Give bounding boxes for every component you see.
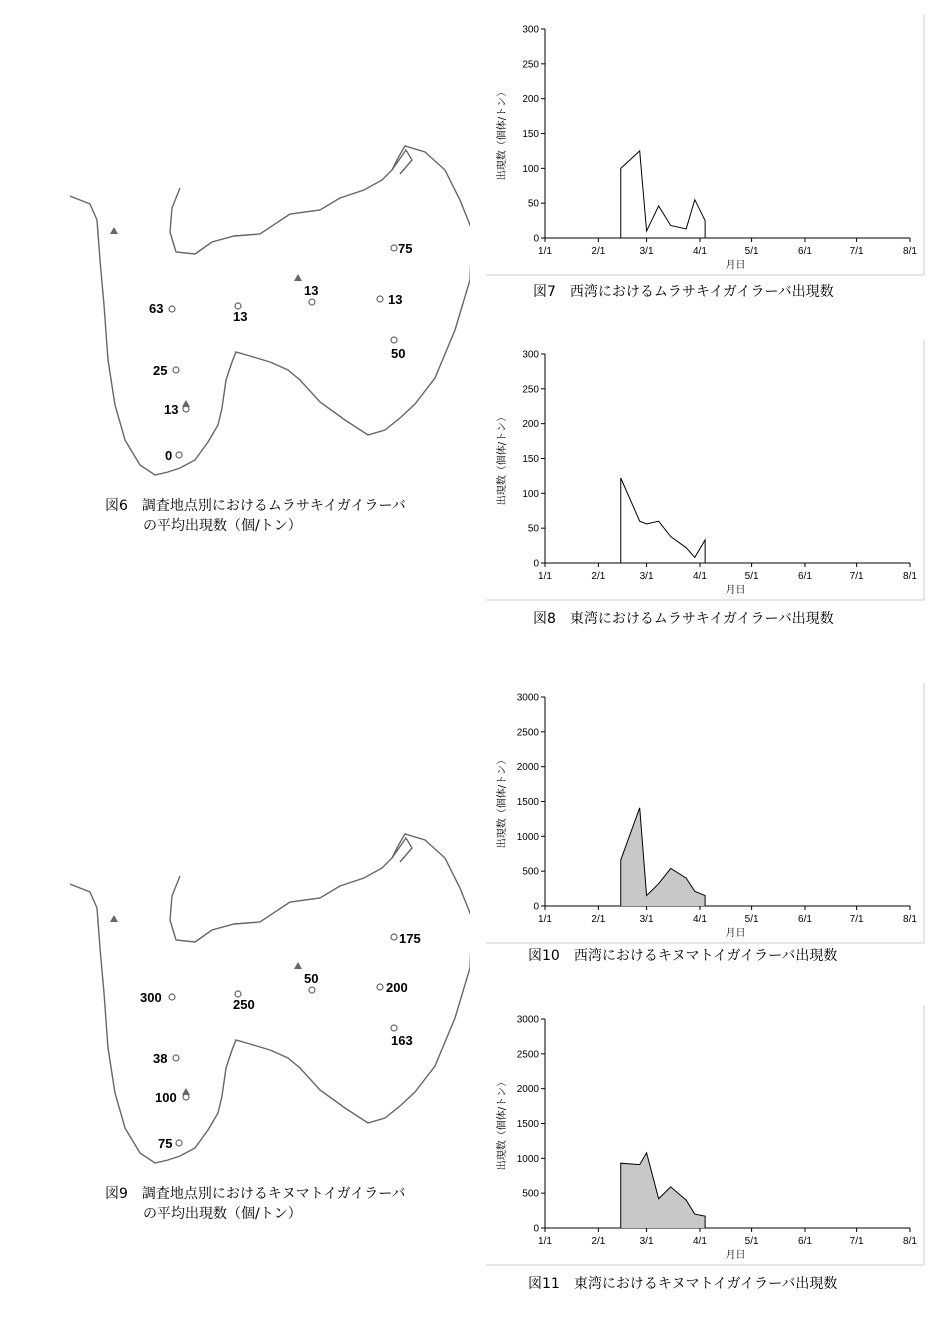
- y-tick-label: 500: [522, 1188, 539, 1200]
- y-tick-label: 1500: [516, 797, 539, 808]
- map-caption-line1: 図9 調査地点別におけるキヌマトイガイラーバ: [105, 1186, 406, 1202]
- y-axis-label: 出現数（個体/トン）: [497, 411, 508, 506]
- x-tick-label: 5/1: [744, 246, 759, 257]
- x-tick-label: 1/1: [538, 1236, 552, 1247]
- map-markers: [169, 934, 397, 1146]
- map-value: 13: [388, 292, 403, 307]
- map-triangles: [110, 227, 302, 407]
- map-triangles: [110, 915, 302, 1095]
- map-value: 63: [149, 301, 164, 316]
- y-tick-label: 150: [522, 454, 539, 465]
- y-tick-label: 250: [522, 384, 539, 396]
- x-tick-label: 4/1: [692, 571, 707, 582]
- y-tick-label: 3000: [516, 692, 539, 704]
- y-axis-label: 出現数（個体/トン）: [497, 1076, 508, 1171]
- y-tick-label: 0: [533, 1223, 539, 1235]
- map-markers: [169, 245, 397, 458]
- y-tick-label: 1000: [516, 831, 539, 843]
- x-tick-label: 3/1: [639, 914, 654, 925]
- x-axis-label: 月日: [725, 928, 746, 939]
- y-tick-label: 1000: [516, 1153, 539, 1165]
- y-tick-label: 1500: [516, 1119, 539, 1130]
- chart-title: 図7 西湾におけるムラサキイガイラーバ出現数: [533, 284, 834, 300]
- y-tick-label: 100: [522, 488, 539, 500]
- x-tick-label: 8/1: [903, 914, 917, 925]
- y-tick-label: 0: [533, 901, 539, 913]
- series-line: [621, 151, 705, 238]
- x-tick-label: 4/1: [692, 1236, 707, 1247]
- y-tick-label: 3000: [516, 1014, 539, 1026]
- map-value: 163: [391, 1033, 413, 1048]
- y-axis-label: 出現数（個体/トン）: [497, 86, 508, 181]
- x-tick-label: 6/1: [798, 914, 812, 925]
- x-tick-label: 2/1: [591, 914, 606, 925]
- map-value: 75: [398, 241, 413, 256]
- map-value: 13: [164, 402, 179, 417]
- map-value: 250: [233, 997, 255, 1012]
- y-tick-label: 300: [522, 349, 539, 361]
- y-tick-label: 2000: [516, 1084, 539, 1096]
- map-value: 13: [304, 283, 319, 298]
- chart-figure-8: [480, 340, 930, 625]
- x-axis-label: 月日: [725, 585, 746, 596]
- x-tick-label: 7/1: [849, 1236, 864, 1247]
- coastline: [70, 146, 470, 475]
- map-value: 100: [155, 1090, 177, 1105]
- series-line: [621, 478, 705, 563]
- map-figure-9: [0, 818, 470, 1318]
- chart-title: 図8 東湾におけるムラサキイガイラーバ出現数: [533, 611, 834, 627]
- x-tick-label: 5/1: [744, 571, 759, 582]
- map-figure-6: [0, 130, 470, 630]
- x-axis-label: 月日: [725, 260, 746, 271]
- x-tick-label: 5/1: [744, 914, 759, 925]
- y-tick-label: 2500: [516, 727, 539, 739]
- chart-title: 図11 東湾におけるキヌマトイガイラーバ出現数: [528, 1276, 838, 1292]
- y-tick-label: 2000: [516, 762, 539, 774]
- x-tick-label: 8/1: [903, 571, 917, 582]
- x-tick-label: 8/1: [903, 1236, 917, 1247]
- y-tick-label: 50: [527, 198, 539, 210]
- y-tick-label: 2500: [516, 1049, 539, 1061]
- map-value: 13: [233, 309, 248, 324]
- map-value: 300: [140, 990, 162, 1005]
- series-line: [621, 808, 705, 906]
- x-tick-label: 8/1: [903, 246, 917, 257]
- x-tick-label: 4/1: [692, 914, 707, 925]
- map-value: 75: [158, 1136, 173, 1151]
- y-tick-label: 500: [522, 866, 539, 878]
- y-axis-label: 出現数（個体/トン）: [497, 754, 508, 849]
- x-tick-label: 6/1: [798, 246, 812, 257]
- x-tick-label: 7/1: [849, 914, 864, 925]
- x-tick-label: 2/1: [591, 1236, 606, 1247]
- x-tick-label: 2/1: [591, 571, 606, 582]
- map-value: 0: [165, 448, 173, 463]
- chart-title: 図10 西湾におけるキヌマトイガイラーバ出現数: [528, 948, 838, 964]
- x-tick-label: 1/1: [538, 571, 552, 582]
- map-caption: [105, 1184, 406, 1224]
- y-tick-label: 150: [522, 129, 539, 140]
- map-value: 50: [391, 346, 406, 361]
- y-tick-label: 300: [522, 24, 539, 36]
- map-value: 25: [153, 363, 168, 378]
- y-tick-label: 0: [533, 233, 539, 245]
- y-tick-label: 250: [522, 59, 539, 71]
- map-caption-line1: 図6 調査地点別におけるムラサキイガイラーバ: [105, 498, 406, 514]
- x-tick-label: 4/1: [692, 246, 707, 257]
- x-tick-label: 3/1: [639, 1236, 654, 1247]
- map-value: 175: [399, 931, 421, 946]
- y-tick-label: 50: [527, 523, 539, 535]
- x-axis-label: 月日: [725, 1250, 746, 1261]
- y-tick-label: 200: [522, 94, 539, 106]
- map-caption-line2: の平均出現数（個/トン）: [143, 1206, 302, 1222]
- coastline: [70, 834, 470, 1163]
- y-tick-label: 100: [522, 163, 539, 175]
- chart-figure-10: [480, 683, 930, 968]
- x-tick-label: 1/1: [538, 246, 552, 257]
- map-value: 200: [386, 980, 408, 995]
- x-tick-label: 7/1: [849, 246, 864, 257]
- chart-figure-7: [480, 15, 930, 300]
- x-tick-label: 3/1: [639, 571, 654, 582]
- x-tick-label: 7/1: [849, 571, 864, 582]
- x-tick-label: 1/1: [538, 914, 552, 925]
- map-caption: [105, 496, 406, 536]
- chart-figure-11: [480, 1005, 930, 1290]
- x-tick-label: 6/1: [798, 1236, 812, 1247]
- x-tick-label: 3/1: [639, 246, 654, 257]
- y-tick-label: 200: [522, 419, 539, 431]
- x-tick-label: 5/1: [744, 1236, 759, 1247]
- series-line: [621, 1153, 705, 1228]
- x-tick-label: 2/1: [591, 246, 606, 257]
- y-tick-label: 0: [533, 558, 539, 570]
- map-value: 38: [153, 1051, 168, 1066]
- map-value: 50: [304, 971, 319, 986]
- x-tick-label: 6/1: [798, 571, 812, 582]
- map-caption-line2: の平均出現数（個/トン）: [143, 518, 302, 534]
